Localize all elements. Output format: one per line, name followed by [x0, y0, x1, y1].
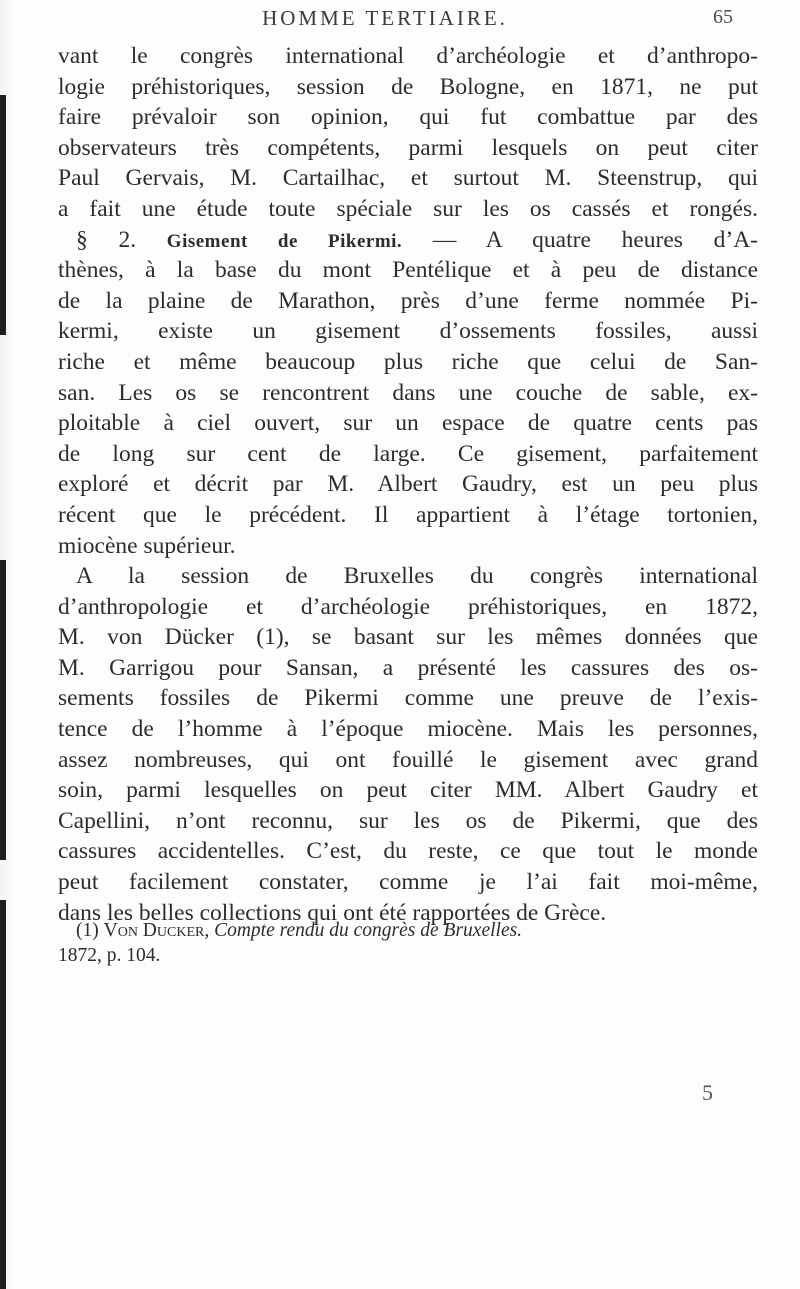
text-line: vant le congrès international d’archéologie et d’anthropo-: [58, 43, 758, 69]
text-line: observateurs très compétents, parmi lesquels on peut citer: [58, 134, 758, 161]
running-head: HOMME TERTIAIRE.: [262, 6, 508, 30]
binding-mark: [0, 95, 6, 335]
text-line: de la plaine de Marathon, près d’une ferme nommée Pi-: [58, 287, 758, 314]
text-line: faire prévaloir son opinion, qui fut combattue par des: [58, 104, 758, 131]
text-line: Capellini, n’ont reconnu, sur les os de Pikermi, que des: [58, 807, 758, 834]
footnote-marker: (1): [76, 920, 104, 941]
text-line: miocène supérieur.: [58, 532, 236, 559]
text-line: peut facilement constater, comme je l’ai fait moi-même,: [58, 869, 758, 896]
section-number: § 2.: [76, 226, 167, 253]
text-line: san. Les os se rencontrent dans une couche de sable, ex-: [58, 379, 758, 406]
text-line: M. von Dücker (1), se basant sur les mêmes données que: [58, 624, 758, 651]
text-line: récent que le précédent. Il appartient à l’étage tortonien,: [58, 501, 758, 528]
text-line: tence de l’homme à l’époque miocène. Mais les personnes,: [58, 716, 758, 743]
text-line: Paul Gervais, M. Cartailhac, et surtout M. Steenstrup, qui: [58, 165, 758, 192]
page-number: 65: [713, 6, 733, 28]
text-line: d’anthropologie et d’archéologie préhistoriques, en 1872,: [58, 593, 758, 620]
footnote-title: Compte rendu du congrès de Bruxelles.: [209, 920, 523, 941]
text-line: thènes, à la base du mont Pentélique et à peu de distance: [58, 257, 758, 284]
text-line: logie préhistoriques, session de Bologne, en 1871, ne put: [58, 73, 758, 100]
binding-mark: [0, 900, 6, 1289]
footnote-author: Von Ducker,: [103, 920, 210, 941]
text-line: A la session de Bruxelles du congrès international: [76, 563, 758, 590]
footnote-line: 1872, p. 104.: [58, 945, 161, 966]
text-line: cassures accidentelles. C’est, du reste, ce que tout le monde: [58, 838, 758, 865]
text-line: kermi, existe un gisement d’ossements fossiles, aussi: [58, 318, 758, 345]
section-heading-line: [58, 225, 758, 256]
footnote: [58, 918, 758, 968]
text-line: a fait une étude toute spéciale sur les os cassés et rongés.: [58, 195, 758, 222]
text-line: exploré et décrit par M. Albert Gaudry, est un peu plus: [58, 471, 758, 498]
footnote-line: [58, 918, 758, 943]
section-title: Gisement de Pikermi.: [166, 230, 403, 252]
text-line: de long sur cent de large. Ce gisement, parfaitement: [58, 440, 758, 467]
text-line: soin, parmi lesquelles on peut citer MM. Albert Gaudry et: [58, 777, 758, 804]
section-text: — A quatre heures d’A-: [402, 226, 758, 253]
binding-mark: [0, 560, 6, 860]
text-line: ploitable à ciel ouvert, sur un espace de quatre cents pas: [58, 410, 758, 437]
signature-mark: 5: [702, 1080, 713, 1105]
text-line: dans les belles collections qui ont été rapportées de Grèce.: [58, 899, 607, 926]
text-line: assez nombreuses, qui ont fouillé le gisement avec grand: [58, 746, 758, 773]
text-line: riche et même beaucoup plus riche que celui de San-: [58, 348, 758, 375]
page-header: [0, 6, 800, 36]
body-text: [58, 41, 758, 928]
text-line: sements fossiles de Pikermi comme une preuve de l’exis-: [58, 685, 758, 712]
text-line: M. Garrigou pour Sansan, a présenté les cassures des os-: [58, 654, 758, 681]
